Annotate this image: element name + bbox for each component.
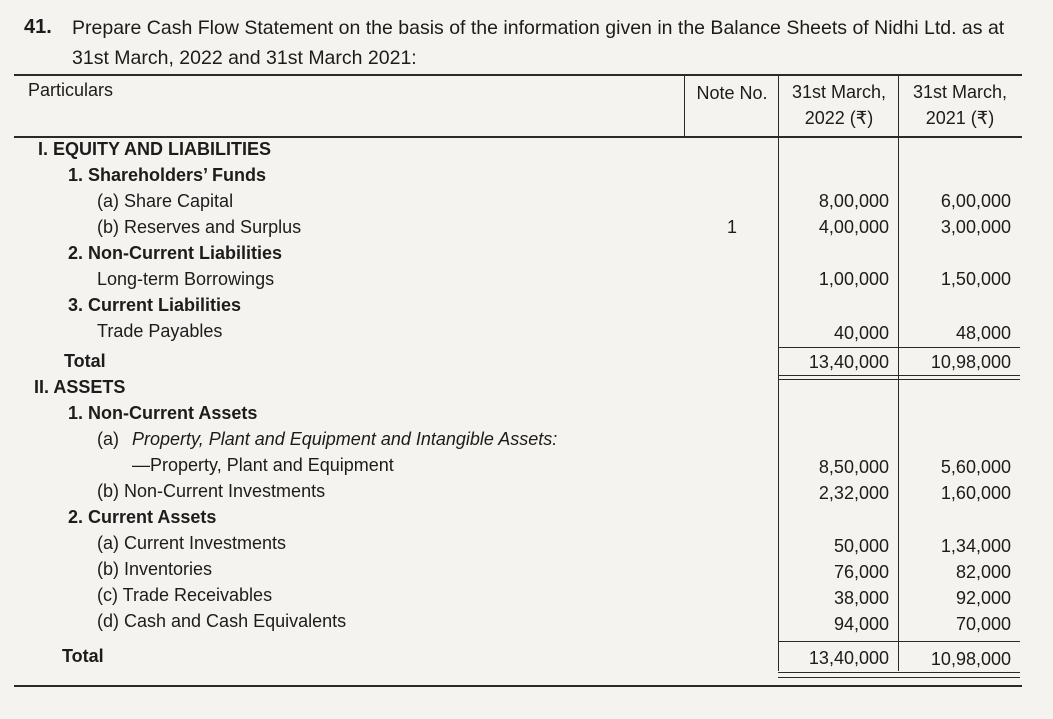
total-assets-2021: 10,98,000 xyxy=(930,649,1011,669)
borrowings-2022: 1,00,000 xyxy=(818,269,889,289)
total2-double-rule-b xyxy=(778,677,1020,678)
section-assets: II. ASSETS xyxy=(34,377,126,397)
payables-2022: 40,000 xyxy=(833,323,889,343)
receivables-2021: 92,000 xyxy=(955,588,1011,608)
reserves-2022: 4,00,000 xyxy=(818,217,889,237)
total-liabilities-2022: 13,40,000 xyxy=(808,352,889,372)
total1-double-rule-b xyxy=(778,379,1020,380)
total1-double-rule-a xyxy=(778,375,1020,376)
table-bottom-rule xyxy=(14,685,1022,687)
share-capital-2022: 8,00,000 xyxy=(818,191,889,211)
reserves-2021: 3,00,000 xyxy=(940,217,1011,237)
current-investments-2022: 50,000 xyxy=(833,536,889,556)
inventories-2022: 76,000 xyxy=(833,562,889,582)
reserves-note-no: 1 xyxy=(726,217,737,237)
item-inventories: (b) Inventories xyxy=(97,559,213,579)
total-assets-2022: 13,40,000 xyxy=(808,648,889,668)
item-current-investments: (a) Current Investments xyxy=(97,533,287,553)
receivables-2022: 38,000 xyxy=(833,588,889,608)
total-liabilities-2021: 10,98,000 xyxy=(930,352,1011,372)
group-non-current-liabilities: 2. Non-Current Liabilities xyxy=(68,243,283,263)
col-sep-2022 xyxy=(898,75,899,671)
item-non-current-investments: (b) Non-Current Investments xyxy=(97,481,326,501)
item-trade-payables: Trade Payables xyxy=(97,321,223,341)
item-long-term-borrowings: Long-term Borrowings xyxy=(97,269,275,289)
total-assets-label: Total xyxy=(62,646,104,666)
item-share-capital: (a) Share Capital xyxy=(97,191,234,211)
current-investments-2021: 1,34,000 xyxy=(940,536,1011,556)
question-text-line1: Prepare Cash Flow Statement on the basis of the information given in the Balance Sheets of Nidhi Ltd. as at xyxy=(72,17,1005,39)
table-top-rule xyxy=(14,74,1022,76)
header-particulars: Particulars xyxy=(28,80,114,100)
group-non-current-assets: 1. Non-Current Assets xyxy=(68,403,258,423)
group-current-assets: 2. Current Assets xyxy=(68,507,217,527)
inventories-2021: 82,000 xyxy=(955,562,1011,582)
item-cash-equivalents: (d) Cash and Cash Equivalents xyxy=(97,611,347,631)
header-2022-line1: 31st March, xyxy=(791,82,887,102)
group-current-liabilities: 3. Current Liabilities xyxy=(68,295,242,315)
share-capital-2021: 6,00,000 xyxy=(940,191,1011,211)
ppe-2021: 5,60,000 xyxy=(940,457,1011,477)
total1-top-rule xyxy=(778,347,1020,348)
ppe-2022: 8,50,000 xyxy=(818,457,889,477)
nc-investments-2022: 2,32,000 xyxy=(818,483,889,503)
item-ppe-prefix: (a) xyxy=(97,429,119,449)
item-ppe-heading xyxy=(97,426,557,452)
group-shareholders-funds: 1. Shareholders’ Funds xyxy=(68,165,267,185)
item-trade-receivables: (c) Trade Receivables xyxy=(97,585,273,605)
header-2021-line2: 2021 (₹) xyxy=(925,108,995,128)
item-reserves-surplus: (b) Reserves and Surplus xyxy=(97,217,302,237)
header-2021-line1: 31st March, xyxy=(912,82,1008,102)
header-note-no: Note No. xyxy=(696,83,768,103)
section-equity-liabilities: I. EQUITY AND LIABILITIES xyxy=(38,139,272,159)
item-ppe: —Property, Plant and Equipment xyxy=(132,455,394,475)
payables-2021: 48,000 xyxy=(955,323,1011,343)
total2-double-rule-a xyxy=(778,672,1020,673)
cash-2022: 94,000 xyxy=(833,614,889,634)
total-liabilities-label: Total xyxy=(64,351,106,371)
item-ppe-italic: Property, Plant and Equipment and Intangible Assets: xyxy=(132,429,558,449)
nc-investments-2021: 1,60,000 xyxy=(940,483,1011,503)
question-text-line2: 31st March, 2022 and 31st March 2021: xyxy=(72,47,417,69)
col-sep-particulars xyxy=(684,75,685,136)
col-sep-note xyxy=(778,75,779,136)
borrowings-2021: 1,50,000 xyxy=(940,269,1011,289)
question-number: 41. xyxy=(24,16,52,38)
total2-top-rule xyxy=(778,641,1020,642)
header-2022-line2: 2022 (₹) xyxy=(804,108,874,128)
cash-2021: 70,000 xyxy=(955,614,1011,634)
